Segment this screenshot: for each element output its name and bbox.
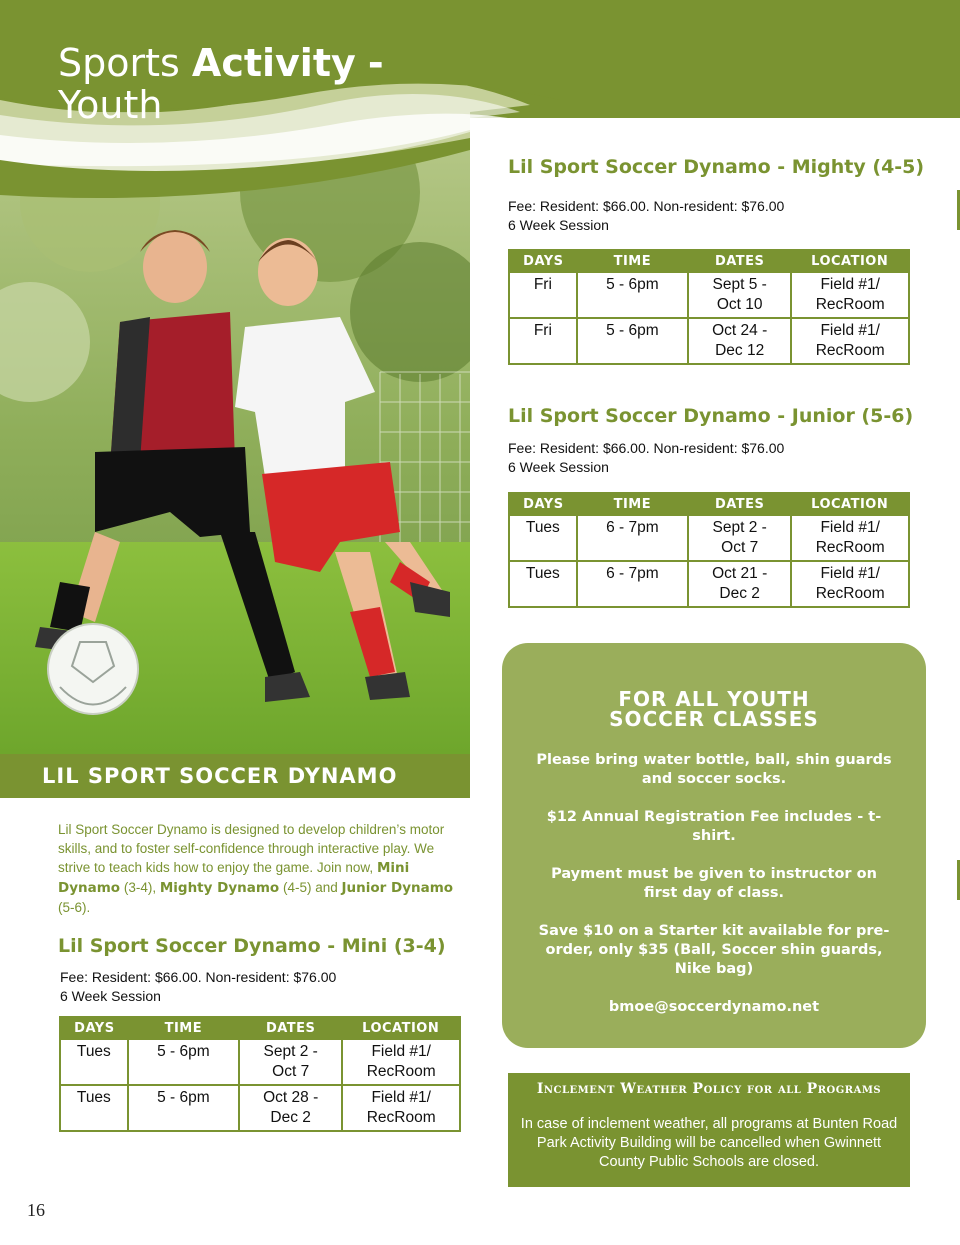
mighty-session: 6 Week Session	[508, 217, 609, 233]
cell-location	[791, 561, 909, 607]
location-field: Field #1/	[820, 565, 880, 582]
table-row	[60, 1085, 460, 1131]
info-heading-line2: SOCCER CLASSES	[609, 707, 819, 731]
cell-day: Tues	[509, 561, 577, 607]
junior-age: (5-6).	[58, 900, 91, 915]
mighty-name: Mighty Dynamo	[159, 880, 280, 896]
dates-end: Oct 10	[716, 296, 763, 313]
col-header-days: DAYS	[509, 250, 577, 272]
section-heading: LIL SPORT SOCCER DYNAMO	[0, 754, 470, 798]
dates-start: Oct 28 -	[263, 1089, 319, 1106]
info-starter-kit: Save $10 on a Starter kit available for pre-order, only $35 (Ball, Soccer shin guards, Nike bag)	[538, 923, 890, 977]
cell-day: Tues	[509, 515, 577, 561]
cell-dates	[688, 272, 791, 318]
title-dash: -	[367, 41, 384, 85]
info-registration-fee: $12 Annual Registration Fee includes - t-shirt.	[546, 809, 882, 844]
cell-location	[791, 272, 909, 318]
col-header-location: LOCATION	[342, 1017, 460, 1039]
dates-start: Sept 5 -	[712, 276, 767, 293]
junior-session: 6 Week Session	[508, 459, 609, 475]
mighty-schedule-table	[508, 249, 910, 365]
col-header-location: LOCATION	[791, 493, 909, 515]
location-field: Field #1/	[820, 322, 880, 339]
mini-fee: Fee: Resident: $66.00. Non-resident: $76.00	[60, 969, 337, 985]
col-header-time: TIME	[577, 250, 688, 272]
location-field: Field #1/	[820, 276, 880, 293]
table-row	[509, 515, 909, 561]
cell-day: Tues	[60, 1039, 128, 1085]
mighty-fee-block	[508, 197, 784, 235]
cell-day: Fri	[509, 318, 577, 364]
page-title	[58, 42, 384, 126]
cell-dates	[688, 318, 791, 364]
dates-start: Sept 2 -	[712, 519, 767, 536]
junior-schedule-table	[508, 492, 910, 608]
page-number: 16	[27, 1200, 45, 1220]
mini-schedule-table	[59, 1016, 461, 1132]
col-header-location: LOCATION	[791, 250, 909, 272]
intro-paragraph	[58, 820, 463, 917]
mighty-title: Lil Sport Soccer Dynamo - Mighty (4-5)	[508, 156, 925, 178]
location-field: Field #1/	[371, 1089, 431, 1106]
mini-age: (3-4),	[120, 880, 160, 895]
cell-time: 5 - 6pm	[128, 1085, 239, 1131]
location-room: RecRoom	[815, 585, 885, 602]
junior-title: Lil Sport Soccer Dynamo - Junior (5-6)	[508, 405, 914, 427]
weather-policy-box	[508, 1073, 910, 1187]
info-payment: Payment must be given to instructor on first day of class.	[551, 866, 877, 901]
col-header-dates: DATES	[239, 1017, 342, 1039]
title-bold: Activity	[191, 41, 356, 85]
cell-time: 6 - 7pm	[577, 515, 688, 561]
intro-text: Lil Sport Soccer Dynamo is designed to develop children’s motor skills, and to foster self-confidence through interactive play. We strive to teach kids how to enjoy the game. Join now,	[58, 822, 445, 875]
youth-soccer-info-box	[502, 643, 926, 1048]
cell-dates	[688, 515, 791, 561]
col-header-days: DAYS	[60, 1017, 128, 1039]
mini-fee-block	[60, 968, 336, 1006]
mini-name: Mini Dynamo	[58, 860, 410, 896]
cell-day: Fri	[509, 272, 577, 318]
dates-start: Oct 21 -	[712, 565, 768, 582]
location-field: Field #1/	[820, 519, 880, 536]
cell-location	[342, 1085, 460, 1131]
cell-time: 5 - 6pm	[577, 318, 688, 364]
info-heading	[502, 689, 926, 729]
location-field: Field #1/	[371, 1043, 431, 1060]
mini-title: Lil Sport Soccer Dynamo - Mini (3-4)	[58, 935, 446, 957]
cell-location	[791, 515, 909, 561]
title-line2: Youth	[58, 83, 163, 127]
cell-time: 6 - 7pm	[577, 561, 688, 607]
cell-time: 5 - 6pm	[577, 272, 688, 318]
table-row	[509, 272, 909, 318]
cell-dates	[688, 561, 791, 607]
dates-end: Dec 2	[719, 585, 760, 602]
dates-start: Oct 24 -	[712, 322, 768, 339]
col-header-time: TIME	[128, 1017, 239, 1039]
mini-session: 6 Week Session	[60, 988, 161, 1004]
location-room: RecRoom	[815, 342, 885, 359]
location-room: RecRoom	[815, 296, 885, 313]
mighty-fee: Fee: Resident: $66.00. Non-resident: $76.00	[508, 198, 785, 214]
mighty-age: (4-5) and	[279, 880, 342, 895]
weather-heading: Inclement Weather Policy for all Programs	[536, 1081, 882, 1097]
title-light: Sports	[58, 41, 180, 85]
col-header-dates: DATES	[688, 250, 791, 272]
info-bring-items: Please bring water bottle, ball, shin guards and soccer socks.	[536, 752, 892, 787]
location-room: RecRoom	[366, 1109, 436, 1126]
info-email-link[interactable]: bmoe@soccerdynamo.net	[608, 999, 820, 1015]
location-room: RecRoom	[366, 1063, 436, 1080]
cell-dates	[239, 1085, 342, 1131]
col-header-days: DAYS	[509, 493, 577, 515]
table-row	[509, 561, 909, 607]
info-heading-line1: FOR ALL YOUTH	[618, 687, 810, 711]
col-header-time: TIME	[577, 493, 688, 515]
dates-end: Oct 7	[721, 539, 759, 556]
cell-location	[791, 318, 909, 364]
dates-end: Dec 2	[270, 1109, 311, 1126]
location-room: RecRoom	[815, 539, 885, 556]
weather-body: In case of inclement weather, all programs at Bunten Road Park Activity Building will be cancelled when Gwinnett County Public Schools are closed.	[520, 1116, 898, 1170]
junior-fee-block	[508, 439, 784, 477]
dates-end: Oct 7	[272, 1063, 310, 1080]
dates-end: Dec 12	[715, 342, 765, 359]
junior-name: Junior Dynamo	[341, 880, 454, 896]
table-row	[509, 318, 909, 364]
junior-fee: Fee: Resident: $66.00. Non-resident: $76.00	[508, 440, 785, 456]
cell-time: 5 - 6pm	[128, 1039, 239, 1085]
table-row	[60, 1039, 460, 1085]
dates-start: Sept 2 -	[263, 1043, 318, 1060]
cell-dates	[239, 1039, 342, 1085]
col-header-dates: DATES	[688, 493, 791, 515]
cell-day: Tues	[60, 1085, 128, 1131]
cell-location	[342, 1039, 460, 1085]
